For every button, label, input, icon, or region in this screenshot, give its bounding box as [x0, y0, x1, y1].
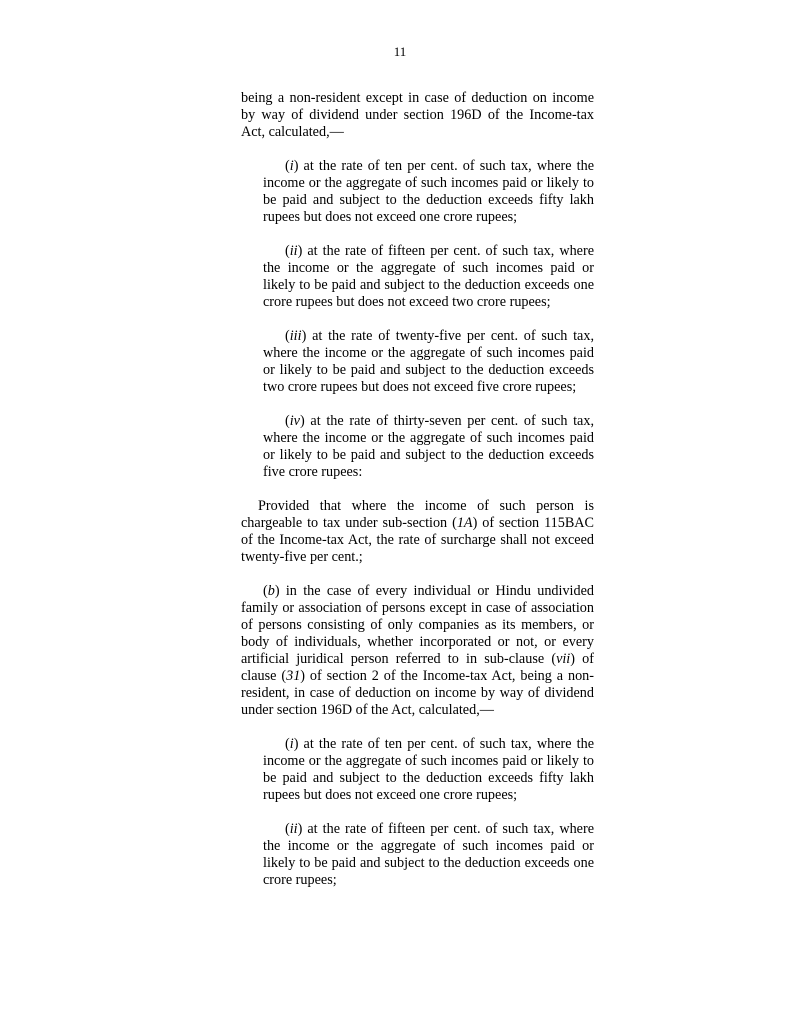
clause-b-clause-ref: 31	[286, 668, 301, 684]
clause-b-text-3: ) of section 2 of the Income-tax Act, being a non-resident, in case of deduction on income by way of dividend under section 196D of the Act, calculated,—	[241, 668, 594, 718]
clause-b-paragraph	[241, 583, 594, 719]
clause-a-item-ii	[263, 243, 594, 311]
clause-b-text-2: ) of clause (	[241, 651, 594, 684]
item-text: at the rate of fifteen per cent. of such tax, where the income or the aggregate of such incomes paid or likely to be paid and subject to the deduction exceeds one crore rupees but does not exceed two crore rupees;	[263, 243, 594, 310]
item-open-paren: (	[285, 158, 290, 174]
item-text: at the rate of fifteen per cent. of such tax, where the income or the aggregate of such incomes paid or likely to be paid and subject to the deduction exceeds one crore rupees;	[263, 821, 594, 888]
item-open-paren: (	[285, 328, 290, 344]
intro-paragraph: being a non-resident except in case of deduction on income by way of dividend under section 196D of the Income-tax Act, calculated,—	[241, 90, 594, 140]
clause-b-item-i	[263, 736, 594, 804]
item-label: iv	[289, 413, 300, 429]
document-body	[241, 90, 594, 906]
item-close-paren: )	[293, 158, 299, 174]
proviso-text-1: Provided that where the income of such person is chargeable to tax under sub-section (	[241, 498, 594, 531]
page-number: 11	[393, 44, 407, 59]
clause-b-label: b	[267, 583, 275, 599]
item-label: iii	[289, 328, 302, 344]
item-label: i	[289, 736, 294, 752]
item-open-paren: (	[285, 821, 290, 837]
proviso-text-2: ) of section 115BAC of the Income-tax Act, the rate of surcharge shall not exceed twenty-five per cent.;	[241, 515, 594, 565]
clause-a-item-i	[263, 158, 594, 226]
proviso-paragraph	[241, 498, 594, 566]
item-label: ii	[289, 243, 298, 259]
item-label: ii	[289, 821, 298, 837]
clause-a-item-iii	[263, 328, 594, 396]
clause-a-item-iv	[263, 413, 594, 481]
clause-b-open-paren: (	[263, 583, 268, 599]
item-close-paren: )	[297, 821, 303, 837]
clause-b-subclause-ref: vii	[556, 651, 571, 667]
proviso-subsection-ref: 1A	[456, 515, 473, 531]
item-text: at the rate of twenty-five per cent. of such tax, where the income or the aggregate of such incomes paid or likely to be paid and subject to the deduction exceeds two crore rupees but does not exceed five crore rupees;	[263, 328, 594, 395]
item-text: at the rate of ten per cent. of such tax, where the income or the aggregate of such incomes paid or likely to be paid and subject to the deduction exceeds fifty lakh rupees but does not exceed one crore rupees;	[263, 158, 594, 225]
item-close-paren: )	[293, 736, 299, 752]
clause-b-item-ii	[263, 821, 594, 889]
item-label: i	[289, 158, 294, 174]
item-close-paren: )	[297, 243, 303, 259]
item-close-paren: )	[299, 413, 305, 429]
item-open-paren: (	[285, 413, 290, 429]
item-text: at the rate of thirty-seven per cent. of such tax, where the income or the aggregate of such incomes paid or likely to be paid and subject to the deduction exceeds five crore rupees:	[263, 413, 594, 480]
item-open-paren: (	[285, 243, 290, 259]
item-open-paren: (	[285, 736, 290, 752]
clause-b-text-1: ) in the case of every individual or Hindu undivided family or association of persons except in case of association of persons consisting of only companies as its members, or body of individuals, whether incorporated or not, or every artificial juridical person referred to in sub-clause (	[241, 583, 594, 667]
item-text: at the rate of ten per cent. of such tax, where the income or the aggregate of such incomes paid or likely to be paid and subject to the deduction exceeds fifty lakh rupees but does not exceed one crore rupees;	[263, 736, 594, 803]
item-close-paren: )	[301, 328, 307, 344]
